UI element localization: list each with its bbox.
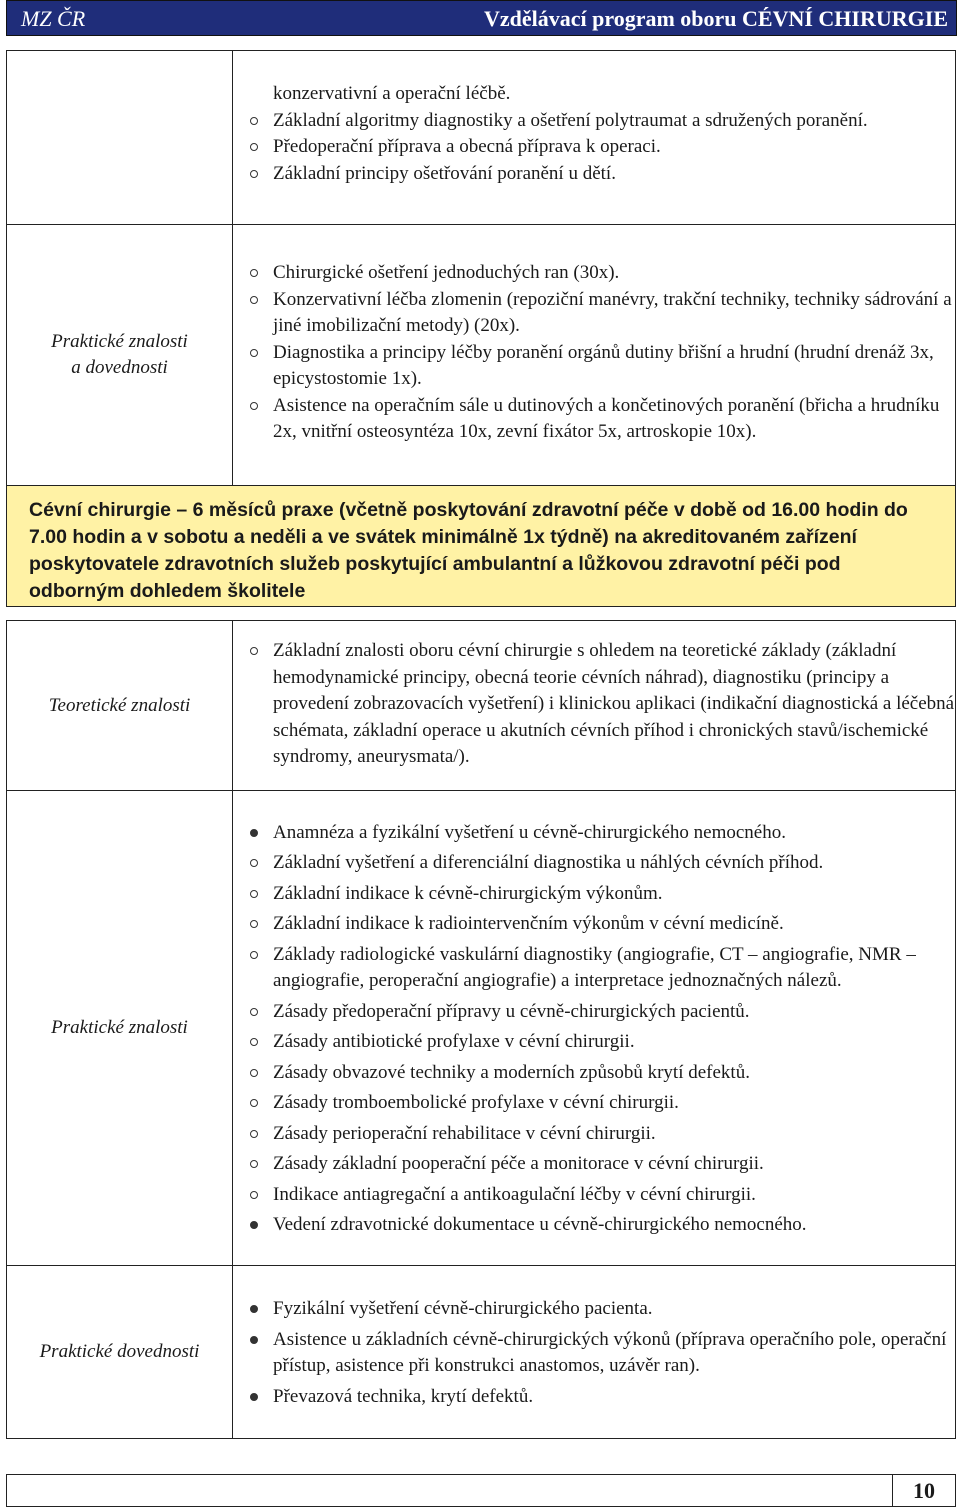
header-ministry: MZ ČR: [21, 6, 86, 31]
row-label-practical-skills: Praktické dovednosti: [7, 1266, 233, 1439]
bullet-icon: [250, 1008, 258, 1016]
page-footer: [6, 1474, 956, 1507]
list-item: Základní principy ošetřování poranění u dětí.: [233, 161, 955, 188]
bullet-icon: [250, 143, 258, 151]
row-label-practical-knowledge-skills: Praktické znalosti a dovednosti: [7, 224, 233, 485]
bullet-icon: [250, 647, 258, 655]
bullet-icon: [250, 1038, 258, 1046]
bullet-icon: [250, 1221, 258, 1229]
bullet-icon: [250, 1130, 258, 1138]
list-item: Převazová technika, krytí defektů.: [233, 1384, 955, 1411]
list-item: Základy radiologické vaskulární diagnostiky (angiografie, CT – angiografie, NMR – angiografie, peroperační angiografie) a interpretace jednoznačných nálezů.: [233, 942, 955, 995]
bullet-icon: [250, 269, 258, 277]
bullet-icon: [250, 859, 258, 867]
row-content: [233, 621, 956, 791]
list-item: Konzervativní léčba zlomenin (repoziční manévry, trakční techniky, techniky sádrování a jiné imobilizační metody) (20x).: [233, 287, 955, 340]
table-previous-section: [6, 50, 956, 486]
bullet-icon: [250, 951, 258, 959]
bullet-icon: [250, 402, 258, 410]
bullet-icon: [250, 920, 258, 928]
list-item: Základní vyšetření a diferenciální diagnostika u náhlých cévních příhod.: [233, 850, 955, 877]
list-item: Zásady obvazové techniky a moderních způsobů krytí defektů.: [233, 1060, 955, 1087]
list-item: Zásady předoperační přípravy u cévně-chirurgických pacientů.: [233, 999, 955, 1026]
list-item: Indikace antiagregační a antikoagulační léčby v cévní chirurgii.: [233, 1182, 955, 1209]
bullet-icon: [250, 829, 258, 837]
row-content: [233, 224, 956, 485]
header-program-title: Vzdělávací program oboru CÉVNÍ CHIRURGIE: [483, 6, 948, 31]
list-item: Anamnéza a fyzikální vyšetření u cévně-chirurgického nemocného.: [233, 820, 955, 847]
row-content: [233, 51, 956, 225]
list-item: Zásady tromboembolické profylaxe v cévní chirurgii.: [233, 1090, 955, 1117]
bullet-icon: [250, 1069, 258, 1077]
list-item: konzervativní a operační léčbě.: [273, 83, 511, 105]
list-item: Chirurgické ošetření jednoduchých ran (30x).: [233, 260, 955, 287]
list-item: Asistence na operačním sále u dutinových a končetinových poranění (břicha a hrudníku 2x, vnitřní osteosyntéza 10x, zevní fixátor 5x, artroskopie 10x).: [233, 393, 955, 446]
bullet-icon: [250, 1393, 258, 1401]
row-label-empty: [7, 51, 233, 225]
list-item: Zásady antibiotické profylaxe v cévní chirurgii.: [233, 1029, 955, 1056]
bullet-icon: [250, 890, 258, 898]
bullet-icon: [250, 1160, 258, 1168]
table-row: [7, 224, 956, 485]
page-number: 10: [892, 1475, 955, 1506]
bullet-icon: [250, 117, 258, 125]
page-header: [6, 0, 957, 36]
list-item: Fyzikální vyšetření cévně-chirurgického pacienta.: [233, 1296, 955, 1323]
table-row: [7, 51, 956, 225]
bullet-icon: [250, 170, 258, 178]
table-row: [7, 1266, 956, 1439]
bullet-icon: [250, 296, 258, 304]
table-vascular-surgery: [6, 620, 956, 1439]
list-item: Zásady základní pooperační péče a monitorace v cévní chirurgii.: [233, 1151, 955, 1178]
table-row: [7, 791, 956, 1266]
bullet-icon: [250, 349, 258, 357]
bullet-icon: [250, 1191, 258, 1199]
bullet-icon: [250, 1305, 258, 1313]
row-content: [233, 1266, 956, 1439]
table-row: [7, 621, 956, 791]
list-item: Základní algoritmy diagnostiky a ošetření polytraumat a sdružených poranění.: [233, 108, 955, 135]
list-item: Základní znalosti oboru cévní chirurgie s ohledem na teoretické základy (základní hemodynamické principy, obecná teorie cévních náhrad), diagnostiku (principy a provedení zobrazovacích vyšetření) i klinickou aplikaci (indikační diagnostická a léčebná schémata, základní operace u akutních cévních příhod i chronických stavů/ischemické syndromy, aneurysmata/).: [233, 638, 955, 771]
row-label-practical-knowledge: Praktické znalosti: [7, 791, 233, 1266]
list-item: Asistence u základních cévně-chirurgických výkonů (příprava operačního pole, operační přístup, asistence při konstrukci anastomos, uzávěr ran).: [233, 1327, 955, 1380]
list-item: Vedení zdravotnické dokumentace u cévně-chirurgického nemocného.: [233, 1212, 955, 1239]
bullet-icon: [250, 1099, 258, 1107]
section-banner: Cévní chirurgie – 6 měsíců praxe (včetně poskytování zdravotní péče v době od 16.00 hodin do 7.00 hodin a v sobotu a neděli a ve svátek minimálně 1x týdně) na akreditovaném zařízení poskytovatele zdravotních služeb poskytující ambulantní a lůžkovou zdravotní péči pod odborným dohledem školitele: [6, 486, 956, 607]
row-content: [233, 791, 956, 1266]
list-item: Zásady perioperační rehabilitace v cévní chirurgii.: [233, 1121, 955, 1148]
row-label-theory: Teoretické znalosti: [7, 621, 233, 791]
list-item: Základní indikace k radiointervenčním výkonům v cévní medicíně.: [233, 911, 955, 938]
list-item: Předoperační příprava a obecná příprava k operaci.: [233, 134, 955, 161]
bullet-icon: [250, 1336, 258, 1344]
list-item: Základní indikace k cévně-chirurgickým výkonům.: [233, 881, 955, 908]
list-item: Diagnostika a principy léčby poranění orgánů dutiny břišní a hrudní (hrudní drenáž 3x, epicystostomie 1x).: [233, 340, 955, 393]
